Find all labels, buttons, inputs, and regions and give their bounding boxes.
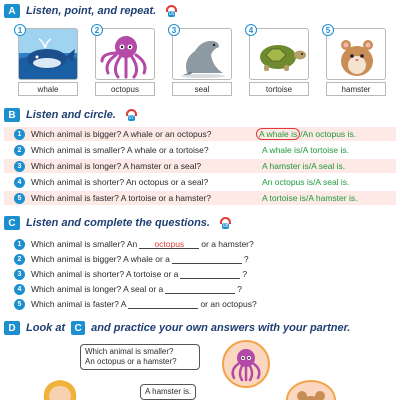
- animal-picture-row: [14, 24, 386, 98]
- section-a-badge: A: [4, 4, 20, 18]
- animal-number: 1: [14, 24, 26, 36]
- circled-answer[interactable]: A whale is: [256, 128, 300, 140]
- question-number: 5: [14, 193, 25, 204]
- question-text-start: Which animal is shorter? A tortoise or a: [31, 269, 179, 279]
- section-d-header: [4, 321, 350, 335]
- tortoise-picture: [249, 28, 309, 80]
- animal-number: 5: [322, 24, 334, 36]
- animal-label: tortoise: [249, 82, 309, 96]
- answer-option[interactable]: A tortoise is: [262, 193, 306, 203]
- answer-option[interactable]: An octopus is: [262, 177, 314, 187]
- audio-track-icon[interactable]: [166, 5, 177, 17]
- question-number: 5: [14, 299, 25, 310]
- animal-number: 4: [245, 24, 257, 36]
- animal-label: hamster: [326, 82, 386, 96]
- animal-card-tortoise[interactable]: [245, 24, 309, 98]
- complete-question-row: [14, 237, 254, 251]
- complete-question-row: [14, 282, 242, 296]
- circle-question-row: [14, 191, 211, 205]
- circle-question-row: [14, 175, 208, 189]
- question-number: 3: [14, 269, 25, 280]
- question-text-end: or a hamster?: [201, 239, 254, 249]
- answer-choices: [262, 143, 349, 157]
- track-number: 08: [222, 223, 229, 229]
- audio-track-icon[interactable]: [126, 109, 137, 121]
- complete-question-row: [14, 252, 249, 266]
- animal-number: 2: [91, 24, 103, 36]
- section-a-header: [4, 4, 177, 18]
- answer-blank[interactable]: octopus: [139, 239, 199, 249]
- question-text-end: ?: [243, 254, 249, 264]
- answer-option[interactable]: A hamster is: [262, 161, 309, 171]
- slash: /: [300, 145, 303, 155]
- answer-choices: [262, 175, 349, 189]
- bubble-line: Which animal is smaller?: [85, 347, 174, 356]
- slash: /: [305, 193, 309, 203]
- hamster-circle-picture: [286, 380, 336, 400]
- question-text: Which animal is smaller? A whale or a tortoise?: [31, 145, 209, 155]
- question-number: 4: [14, 177, 25, 188]
- question-text-end: ?: [242, 269, 248, 279]
- answer-speech-bubble: [140, 384, 196, 400]
- circle-question-row: [14, 159, 201, 173]
- question-text: Which animal is faster? A tortoise or a hamster?: [31, 193, 211, 203]
- octopus-circle-picture: [222, 340, 270, 388]
- section-c-title: Listen and complete the questions.: [26, 217, 210, 229]
- answer-option[interactable]: A seal is.: [311, 161, 346, 171]
- answer-blank[interactable]: [165, 284, 235, 294]
- question-text-start: Which animal is bigger? A whale or a: [31, 254, 170, 264]
- animal-card-whale[interactable]: [14, 24, 78, 98]
- animal-label: seal: [172, 82, 232, 96]
- question-number: 1: [14, 129, 25, 140]
- section-a-title: Listen, point, and repeat.: [26, 5, 157, 17]
- answer-blank[interactable]: [128, 299, 198, 309]
- answer-choices: [262, 191, 357, 205]
- question-text: Which animal is longer? A hamster or a seal?: [31, 161, 202, 171]
- audio-track-icon[interactable]: [220, 217, 231, 229]
- hamster-picture: [326, 28, 386, 80]
- question-number: 2: [14, 145, 25, 156]
- animal-card-octopus[interactable]: [91, 24, 155, 98]
- animal-number: 3: [168, 24, 180, 36]
- question-text: Which animal is shorter? An octopus or a seal?: [31, 177, 209, 187]
- question-number: 3: [14, 161, 25, 172]
- section-c-header: [4, 216, 231, 230]
- section-b-title: Listen and circle.: [26, 109, 116, 121]
- section-b-header: [4, 108, 137, 122]
- section-c-badge: C: [4, 216, 20, 230]
- slash: /: [300, 129, 303, 139]
- track-number: 07: [128, 115, 135, 121]
- answer-option[interactable]: A whale is: [262, 145, 301, 155]
- answer-option[interactable]: A seal is.: [315, 177, 350, 187]
- answer-blank[interactable]: [180, 269, 240, 279]
- circle-question-row: [14, 143, 209, 157]
- question-text-end: or an octopus?: [200, 299, 257, 309]
- answer-option[interactable]: An octopus is.: [302, 129, 357, 139]
- answer-option[interactable]: A hamster is.: [308, 193, 358, 203]
- question-text-end: ?: [237, 284, 243, 294]
- whale-picture: [18, 28, 78, 80]
- complete-question-row: [14, 297, 257, 311]
- circle-question-row: [14, 127, 212, 141]
- bubble-line: A hamster is.: [145, 387, 192, 396]
- slash: /: [308, 161, 312, 171]
- section-d-badge: D: [4, 321, 20, 335]
- answer-option[interactable]: A tortoise is.: [302, 145, 349, 155]
- octopus-picture: [95, 28, 155, 80]
- seal-picture: [172, 28, 232, 80]
- question-number: 2: [14, 254, 25, 265]
- bubble-line: An octopus or a hamster?: [85, 357, 177, 366]
- question-speech-bubble: [80, 344, 200, 370]
- answer-choices: [262, 159, 345, 173]
- slash: /: [313, 177, 316, 187]
- question-number: 4: [14, 284, 25, 295]
- track-number: 05: [168, 11, 175, 17]
- complete-question-row: [14, 267, 247, 281]
- animal-card-hamster[interactable]: [322, 24, 386, 98]
- section-b-badge: B: [4, 108, 20, 122]
- question-text: Which animal is bigger? A whale or an octopus?: [31, 129, 212, 139]
- section-d-title-end: and practice your own answers with your partner.: [91, 322, 351, 334]
- question-text-start: Which animal is faster? A: [31, 299, 127, 309]
- question-text-start: Which animal is smaller? An: [31, 239, 138, 249]
- answer-blank[interactable]: [172, 254, 242, 264]
- animal-label: whale: [18, 82, 78, 96]
- section-c-reference-badge: C: [71, 321, 85, 335]
- section-d-title-start: Look at: [26, 322, 66, 334]
- question-number: 1: [14, 239, 25, 250]
- answer-choices: [256, 127, 356, 141]
- girl-illustration: [40, 376, 80, 400]
- animal-label: octopus: [95, 82, 155, 96]
- question-text-start: Which animal is longer? A seal or a: [31, 284, 164, 294]
- animal-card-seal[interactable]: [168, 24, 232, 98]
